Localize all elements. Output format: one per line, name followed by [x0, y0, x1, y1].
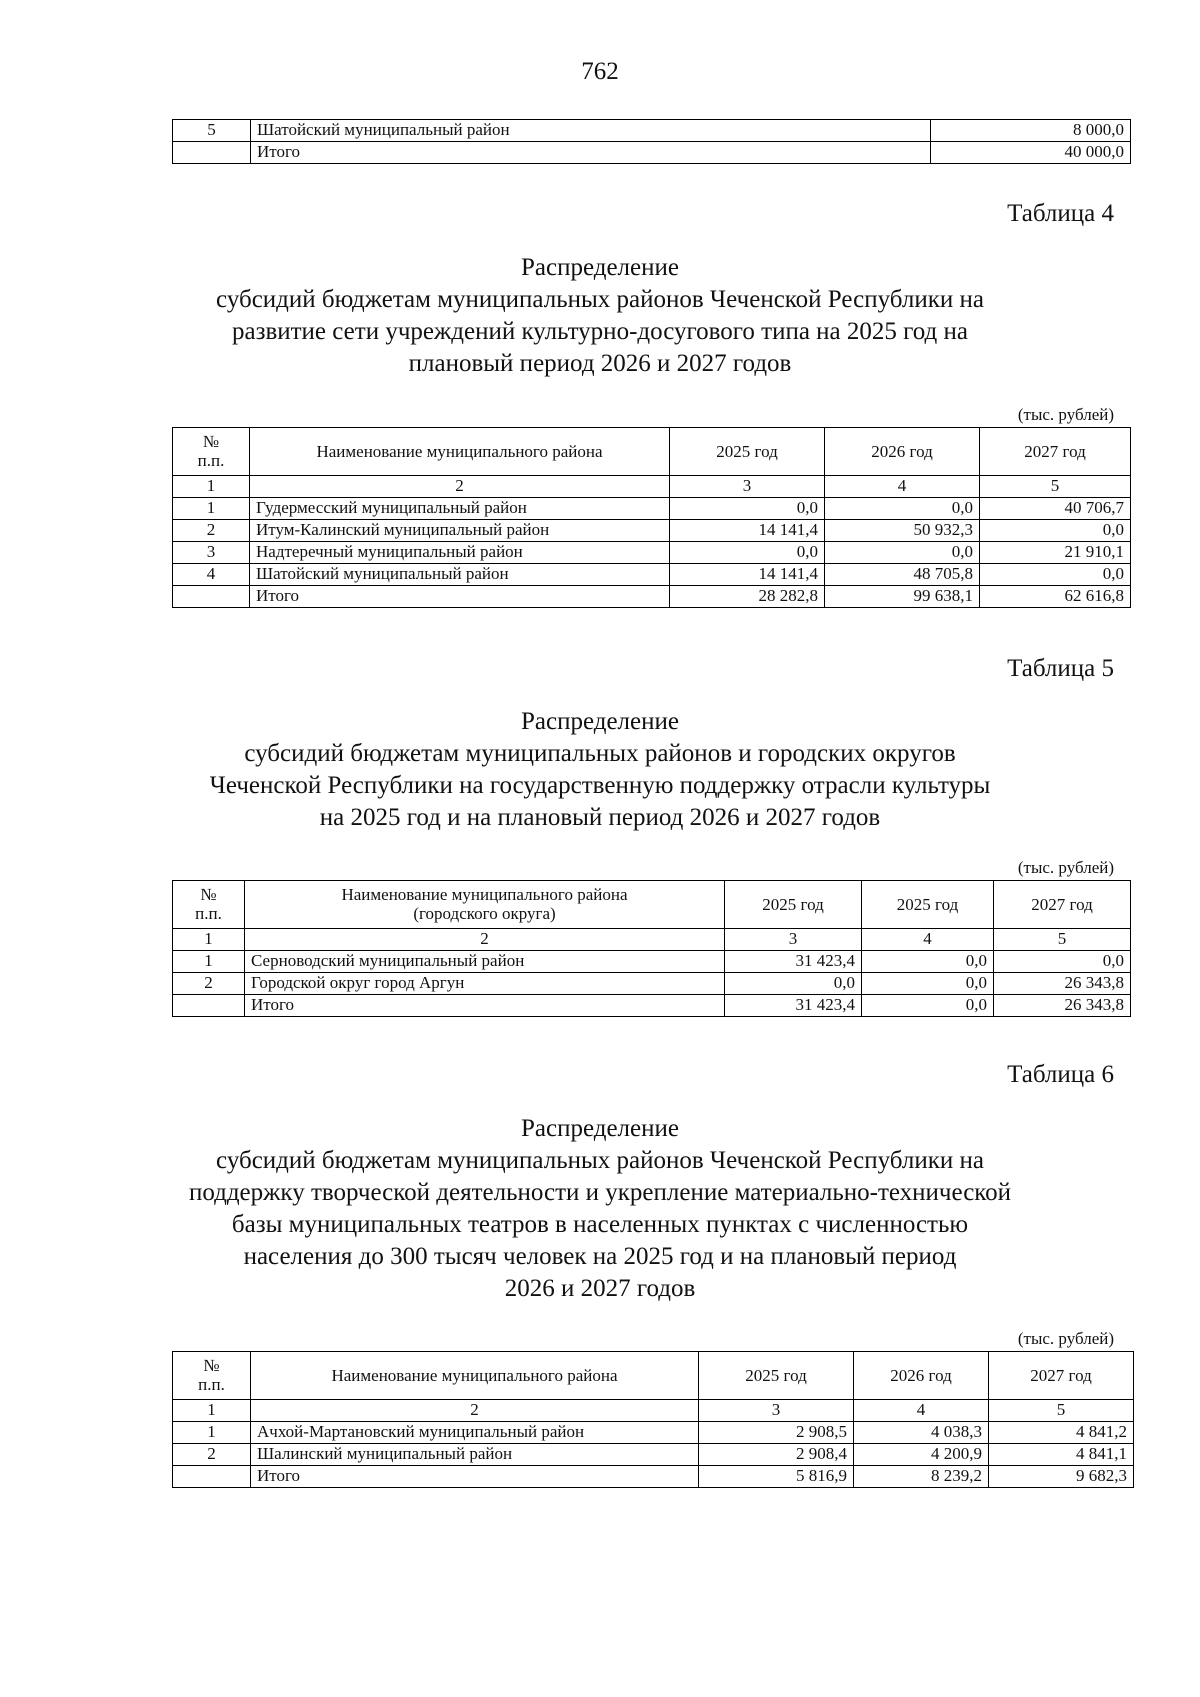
title-line: субсидий бюджетам муниципальных районов Чеченской Республики на	[216, 1147, 984, 1174]
row-value: 26 343,8	[994, 995, 1131, 1017]
header-year-2: 2026 год	[825, 428, 980, 476]
row-value: 14 141,4	[670, 520, 825, 542]
col-number: 5	[989, 1400, 1134, 1422]
title-line: Распределение	[521, 254, 679, 281]
row-value: 0,0	[670, 542, 825, 564]
row-value: 31 423,4	[725, 995, 862, 1017]
table-row	[173, 142, 1131, 164]
row-value: 28 282,8	[670, 586, 825, 608]
row-value: 8 239,2	[854, 1466, 989, 1488]
row-value: 0,0	[862, 973, 994, 995]
table5-title	[0, 706, 1200, 834]
col-number: 2	[251, 1400, 699, 1422]
row-value: 31 423,4	[725, 951, 862, 973]
table-row	[173, 120, 1131, 142]
row-name: Гудермесский муниципальный район	[250, 498, 670, 520]
title-line: базы муниципальных театров в населенных пунктах с численностью	[231, 1211, 969, 1238]
col-number: 1	[173, 929, 245, 951]
row-value: 8 000,0	[931, 120, 1131, 142]
row-value: 5 816,9	[699, 1466, 854, 1488]
header-year-1: 2025 год	[725, 881, 862, 929]
col-number: 5	[980, 476, 1131, 498]
table-row	[173, 520, 1131, 542]
table-header-row	[173, 1352, 1134, 1400]
header-num: № п.п.	[173, 881, 245, 929]
col-number: 5	[994, 929, 1131, 951]
row-value: 4 841,2	[989, 1422, 1134, 1444]
row-value: 0,0	[980, 520, 1131, 542]
title-line: Чеченской Республики на государственную поддержку отрасли культуры	[209, 772, 991, 799]
row-value: 99 638,1	[825, 586, 980, 608]
header-name: Наименование муниципального района	[251, 1352, 699, 1400]
row-num: 1	[173, 1422, 251, 1444]
table4	[172, 427, 1131, 608]
table-total-row	[173, 586, 1131, 608]
col-number: 3	[725, 929, 862, 951]
row-value: 0,0	[725, 973, 862, 995]
row-name: Итого	[251, 142, 931, 164]
table4-label: Таблица 4	[1007, 200, 1114, 227]
page-number: 762	[581, 58, 619, 85]
header-name: Наименование муниципального района	[250, 428, 670, 476]
header-year-3: 2027 год	[980, 428, 1131, 476]
row-name: Серноводский муниципальный район	[245, 951, 725, 973]
row-name: Городской округ город Аргун	[245, 973, 725, 995]
header-num: № п.п.	[173, 1352, 251, 1400]
header-name: Наименование муниципального района (городского округа)	[245, 881, 725, 929]
row-name: Шалинский муниципальный район	[251, 1444, 699, 1466]
row-value: 0,0	[994, 951, 1131, 973]
row-num: 2	[173, 1444, 251, 1466]
row-value: 0,0	[670, 498, 825, 520]
row-value: 4 038,3	[854, 1422, 989, 1444]
row-value: 48 705,8	[825, 564, 980, 586]
table4-title	[0, 252, 1200, 380]
header-year-1: 2025 год	[699, 1352, 854, 1400]
column-number-row	[173, 929, 1131, 951]
title-line: 2026 и 2027 годов	[504, 1275, 696, 1302]
col-number: 4	[825, 476, 980, 498]
table6-title	[0, 1113, 1200, 1305]
title-line: Распределение	[521, 708, 679, 735]
header-year-2: 2026 год	[854, 1352, 989, 1400]
title-line: на 2025 год и на плановый период 2026 и 2027 годов	[319, 804, 881, 831]
title-line: плановый период 2026 и 2027 годов	[408, 350, 792, 377]
header-year-2: 2025 год	[862, 881, 994, 929]
title-line: населения до 300 тысяч человек на 2025 год и на плановый период	[243, 1243, 957, 1270]
table-row	[173, 973, 1131, 995]
row-name: Итум-Калинский муниципальный район	[250, 520, 670, 542]
table-row	[173, 542, 1131, 564]
title-line: субсидий бюджетам муниципальных районов Чеченской Республики на	[216, 286, 984, 313]
col-number: 2	[245, 929, 725, 951]
table-row	[173, 564, 1131, 586]
table-header-row	[173, 428, 1131, 476]
row-num: 5	[173, 120, 251, 142]
row-num: 2	[173, 520, 250, 542]
col-number: 2	[250, 476, 670, 498]
col-number: 3	[670, 476, 825, 498]
row-value: 21 910,1	[980, 542, 1131, 564]
row-num	[173, 995, 245, 1017]
row-num: 2	[173, 973, 245, 995]
row-value: 0,0	[825, 542, 980, 564]
header-year-3: 2027 год	[994, 881, 1131, 929]
row-value: 0,0	[980, 564, 1131, 586]
row-value: 40 000,0	[931, 142, 1131, 164]
header-num: № п.п.	[173, 428, 250, 476]
table-row	[173, 1422, 1134, 1444]
row-name: Итого	[245, 995, 725, 1017]
header-year-3: 2027 год	[989, 1352, 1134, 1400]
table-row	[173, 498, 1131, 520]
row-value: 0,0	[862, 951, 994, 973]
table-row	[173, 951, 1131, 973]
row-value: 26 343,8	[994, 973, 1131, 995]
title-line: Распределение	[521, 1115, 679, 1142]
table6-unit: (тыс. рублей)	[1017, 1329, 1114, 1348]
row-num: 3	[173, 542, 250, 564]
table-header-row	[173, 881, 1131, 929]
col-number: 3	[699, 1400, 854, 1422]
table-row	[173, 1444, 1134, 1466]
row-value: 50 932,3	[825, 520, 980, 542]
row-value: 0,0	[862, 995, 994, 1017]
row-value: 14 141,4	[670, 564, 825, 586]
row-value: 2 908,5	[699, 1422, 854, 1444]
table4-unit: (тыс. рублей)	[1017, 405, 1114, 424]
column-number-row	[173, 1400, 1134, 1422]
title-line: субсидий бюджетам муниципальных районов и городских округов	[244, 740, 956, 767]
row-value: 4 200,9	[854, 1444, 989, 1466]
table6	[172, 1351, 1134, 1488]
table-total-row	[173, 995, 1131, 1017]
col-number: 4	[854, 1400, 989, 1422]
row-value: 2 908,4	[699, 1444, 854, 1466]
title-line: поддержку творческой деятельности и укрепление материально-технической	[188, 1179, 1012, 1206]
row-num: 1	[173, 498, 250, 520]
table6-label: Таблица 6	[1007, 1061, 1114, 1088]
col-number: 1	[173, 1400, 251, 1422]
row-num	[173, 1466, 251, 1488]
column-number-row	[173, 476, 1131, 498]
row-value: 4 841,1	[989, 1444, 1134, 1466]
row-num: 4	[173, 564, 250, 586]
row-value: 62 616,8	[980, 586, 1131, 608]
row-num	[173, 586, 250, 608]
row-name: Итого	[250, 586, 670, 608]
row-value: 40 706,7	[980, 498, 1131, 520]
table-prev	[172, 119, 1131, 164]
row-num	[173, 142, 251, 164]
header-year-1: 2025 год	[670, 428, 825, 476]
row-name: Шатойский муниципальный район	[251, 120, 931, 142]
table5	[172, 880, 1131, 1017]
row-value: 9 682,3	[989, 1466, 1134, 1488]
row-value: 0,0	[825, 498, 980, 520]
table-total-row	[173, 1466, 1134, 1488]
row-num: 1	[173, 951, 245, 973]
row-name: Надтеречный муниципальный район	[250, 542, 670, 564]
title-line: развитие сети учреждений культурно-досугового типа на 2025 год на	[231, 318, 969, 345]
row-name: Итого	[251, 1466, 699, 1488]
col-number: 1	[173, 476, 250, 498]
table5-label: Таблица 5	[1007, 655, 1114, 682]
col-number: 4	[862, 929, 994, 951]
table5-unit: (тыс. рублей)	[1017, 858, 1114, 877]
row-name: Ачхой-Мартановский муниципальный район	[251, 1422, 699, 1444]
row-name: Шатойский муниципальный район	[250, 564, 670, 586]
